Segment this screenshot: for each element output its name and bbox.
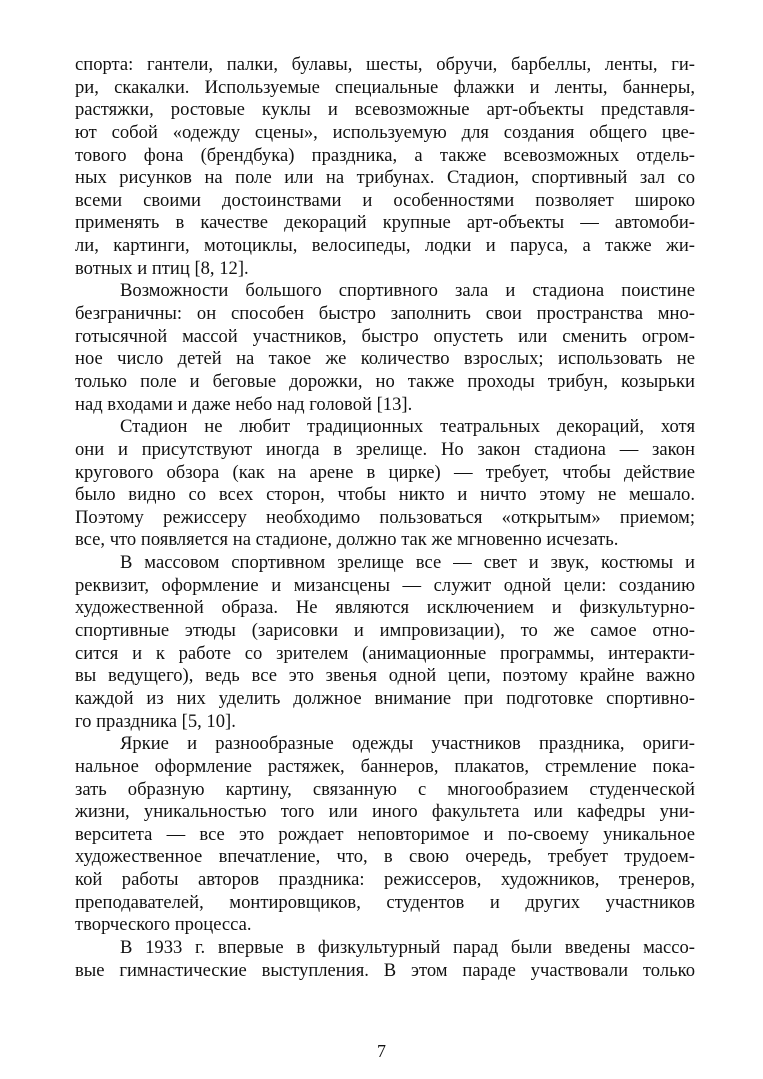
text-line: применять в качестве декораций крупные арт-объекты — автомоби- [75,212,695,234]
text-line: над входами и даже небо над головой [13]. [75,393,413,415]
text-line: творческого процесса. [75,914,252,936]
text-line: верситета — все это рождает неповторимое и по-своему уникальное [75,823,695,845]
text-line: ли, картинги, мотоциклы, велосипеды, лодки и паруса, а также жи- [75,235,695,257]
text-line: го праздника [5, 10]. [75,710,236,732]
paragraph-first-line: В 1933 г. впервые в физкультурный парад были введены массо- [120,936,695,958]
text-line: ют собой «одежду сцены», используемую для создания общего цве- [75,121,695,143]
text-line: вотных и птиц [8, 12]. [75,257,249,279]
text-line: ри, скакалки. Используемые специальные флажки и ленты, баннеры, [75,76,695,98]
text-line: было видно со всех сторон, чтобы никто и ничто этому не мешало. [75,484,695,506]
text-line: тового фона (брендбука) праздника, а также всевозможных отдель- [75,144,695,166]
text-line: ное число детей на такое же количество взрослых; использовать не [75,348,695,370]
text-line: реквизит, оформление и мизансцены — служит одной цели: созданию [75,574,695,596]
text-line: преподавателей, монтировщиков, студентов и других участников [75,891,695,913]
text-line: кой работы авторов праздника: режиссеров, художников, тренеров, [75,869,695,891]
text-line: только поле и беговые дорожки, но также проходы трибун, козырьки [75,370,695,392]
paragraph-first-line: Стадион не любит традиционных театральных декораций, хотя [120,416,695,438]
text-line: вы ведущего), ведь все это звенья одной цепи, поэтому крайне важно [75,665,695,687]
text-line: вые гимнастические выступления. В этом параде участвовали только [75,959,695,981]
text-line: ных рисунков на поле или на трибунах. Стадион, спортивный зал со [75,167,695,189]
text-line: Поэтому режиссеру необходимо пользоваться «открытым» приемом; [75,506,695,528]
text-line: безграничны: он способен быстро заполнить свои пространства мно- [75,303,695,325]
text-line: сится и к работе со зрителем (анимационные программы, интеракти- [75,642,695,664]
text-line: жизни, уникальностью того или иного факультета или кафедры уни- [75,801,695,823]
text-line: растяжки, ростовые куклы и всевозможные арт-объекты представля- [75,99,695,121]
text-line: спортивные этюды (зарисовки и импровизации), то же самое отно- [75,620,695,642]
text-line: они и присутствуют иногда в зрелище. Но закон стадиона — закон [75,438,695,460]
text-line: спорта: гантели, палки, булавы, шесты, обручи, барбеллы, ленты, ги- [75,54,695,75]
text-line: каждой из них уделить должное внимание при подготовке спортивно- [75,687,695,709]
paragraph-first-line: В массовом спортивном зрелище все — свет и звук, костюмы и [120,552,695,574]
page-number: 7 [377,1041,386,1061]
text-line: нальное оформление растяжек, баннеров, плакатов, стремление пока- [75,755,695,777]
text-line: всеми своими достоинствами и особенностями позволяет широко [75,189,695,211]
text-line: зать образную картину, связанную с многообразием студенческой [75,778,695,800]
paragraph-first-line: Возможности большого спортивного зала и стадиона поистине [120,280,695,302]
body-text [75,54,695,982]
paragraph-first-line: Яркие и разнообразные одежды участников праздника, ориги- [120,733,695,755]
text-line: кругового обзора (как на арене в цирке) — требует, чтобы действие [75,461,695,483]
text-line: художественное впечатление, что, в свою очередь, требует трудоем- [75,846,695,868]
text-line: готысячной массой участников, быстро опустеть или сменить огром- [75,325,695,347]
text-line: все, что появляется на стадионе, должно так же мгновенно исчезать. [75,529,619,551]
text-line: художественной образа. Не являются исключением и физкультурно- [75,597,695,619]
